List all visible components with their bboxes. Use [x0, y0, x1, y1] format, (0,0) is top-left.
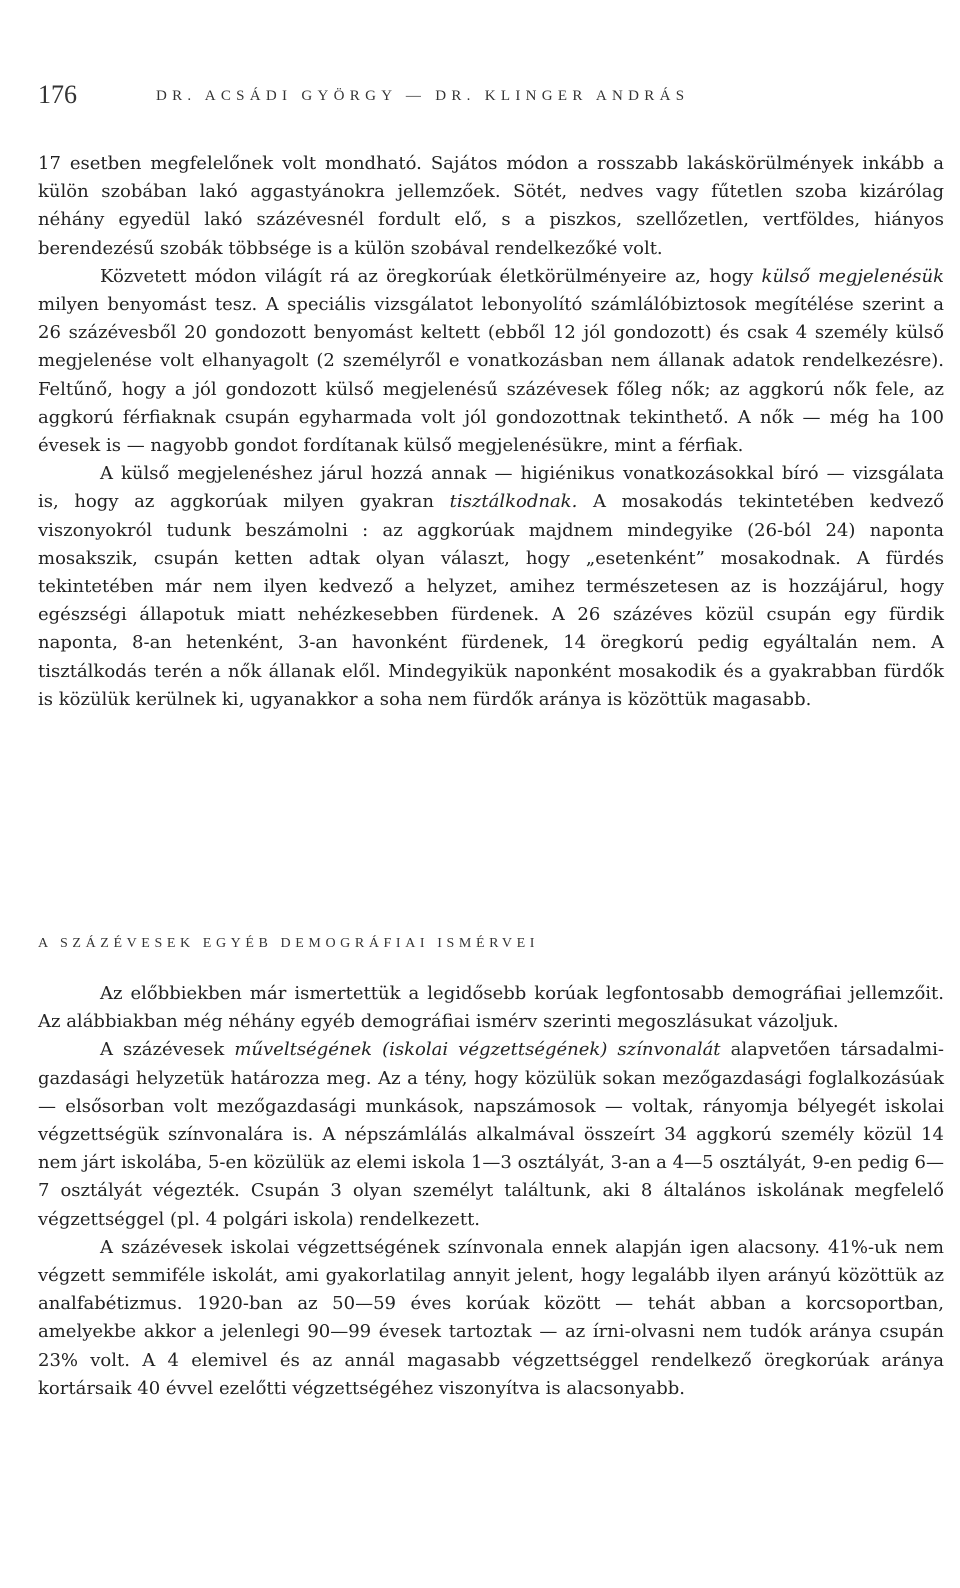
text-run: A mosakodás tekintetében kedvező viszonyokról tudunk beszámolni : az aggkorúak majdnem mindegyike (26-ból 24) naponta mosakszik, csupán ketten adtak olyan választ, hogy „esetenként” mosakodnak. A fürdés tekintetében már nem ilyen kedvező a helyzet, amihez természetesen az is hozzájárul, hogy egészségi állapotuk miatt nehézkesebben fürdenek. A 26 százéves közül csupán egy fürdik naponta, 8-an hetenként, 3-an havonként fürdenek, 14 öregkorú pedig egyáltalán nem. A tisztálkodás terén a nők állanak elől. Mindegyikük naponként mosakodik és a gyakrabban fürdők is közülük kerülnek ki, ugyanakkor a soha nem fürdők aránya is közöttük magasabb. [38, 491, 944, 710]
section-heading: A SZÁZÉVESEK EGYÉB DEMOGRÁFIAI ISMÉRVEI [38, 936, 540, 951]
body-text-section-2 [38, 980, 944, 1403]
text-run: alapvetően társadalmi-gazdasági helyzetük határozza meg. Az a tény, hogy közülük sokan mezőgazdasági foglalkozásúak — elsősorban volt mezőgazdasági munkások, napszámosok — voltak, rányomja bélyegét iskolai végzettségük színvonalára is. A népszámlálás alkalmával összeírt 34 aggkorú személy közül 14 nem járt iskolába, 5-en közülük az elemi iskola 1—3 osztályát, 3-an a 4—5 osztályát, 9-en pedig 6—7 osztályát végezték. Csupán 3 olyan személyt találtunk, aki 8 általános iskolának megfelelő végzettséggel (pl. 4 polgári iskola) rendelkezett. [38, 1039, 945, 1230]
italic-term: külső megjelenésük [761, 265, 945, 287]
paragraph [38, 460, 944, 714]
italic-term: tisztálkodnak. [449, 491, 578, 513]
body-text-section-1 [38, 150, 944, 714]
text-run: A százévesek [100, 1039, 235, 1061]
text-run: milyen benyomást tesz. A speciális vizsgálatot lebonyolító számlálóbiztosok megítélése szerint a 26 százévesből 20 gondozott benyomást keltett (ebből 12 jól gondozott) és csak 4 személy külső megjelenése volt elhanyagolt (2 személyről e vonatkozásban nem állanak adatok rendelkezésre). Feltűnő, hogy a jól gondozott külső megjelenésű százévesek főleg nők; az aggkorú nők fele, az aggkorú férfiaknak csupán egyharmada volt jól gondozottnak tekinthető. A nők — még ha 100 évesek is — nagyobb gondot fordítanak külső megjelenésükre, mint a férfiak. [38, 294, 944, 457]
italic-term: műveltségének (iskolai végzettségének) színvonalát [234, 1039, 721, 1061]
paragraph: A százévesek iskolai végzettségének színvonala ennek alapján igen alacsony. 41%-uk nem végzett semmiféle iskolát, ami gyakorlatilag annyit jelent, hogy legalább ilyen arányú közöttük az analfabétizmus. 1920-ban az 50—59 éves korúak között — tehát abban a korcsoportban, amelyekbe akkor a jelenlegi 90—99 évesek tartoztak — az írni-olvasni nem tudók aránya csupán 23% volt. A 4 elemivel és az annál magasabb végzettséggel rendelkező öregkorúak aránya kortársaik 40 évvel ezelőtti végzettségéhez viszonyítva is alacsonyabb. [38, 1236, 944, 1399]
paragraph [38, 263, 944, 460]
text-run: A külső megjelenéshez járul hozzá annak — higiénikus vonatkozásokkal bíró — vizsgálata is, hogy az aggkorúak milyen gyakran [38, 463, 944, 513]
running-head: DR. ACSÁDI GYÖRGY — DR. KLINGER ANDRÁS [156, 88, 690, 104]
paragraph [38, 1036, 944, 1233]
page-header [38, 80, 938, 114]
paragraph: 17 esetben megfelelőnek volt mondható. Sajátos módon a rosszabb lakáskörülmények inkább a külön szobában lakó aggastyánokra jellemzőek. Sötét, nedves vagy fűtetlen szoba kizárólag néhány egyedül lakó százévesnél fordult elő, s a piszkos, szellőzetlen, vertföldes, hiányos berendezésű szobák többsége is a külön szobával rendelkezőké volt. [38, 153, 944, 259]
page-number: 176 [38, 80, 77, 109]
paragraph: Az előbbiekben már ismertettük a legidősebb korúak legfontosabb demográfiai jellemzőit. Az alábbiakban még néhány egyéb demográfiai ismérv szerinti megoszlásukat vázoljuk. [38, 983, 944, 1033]
text-run: Közvetett módon világít rá az öregkorúak életkörülményeire az, hogy [100, 265, 762, 287]
